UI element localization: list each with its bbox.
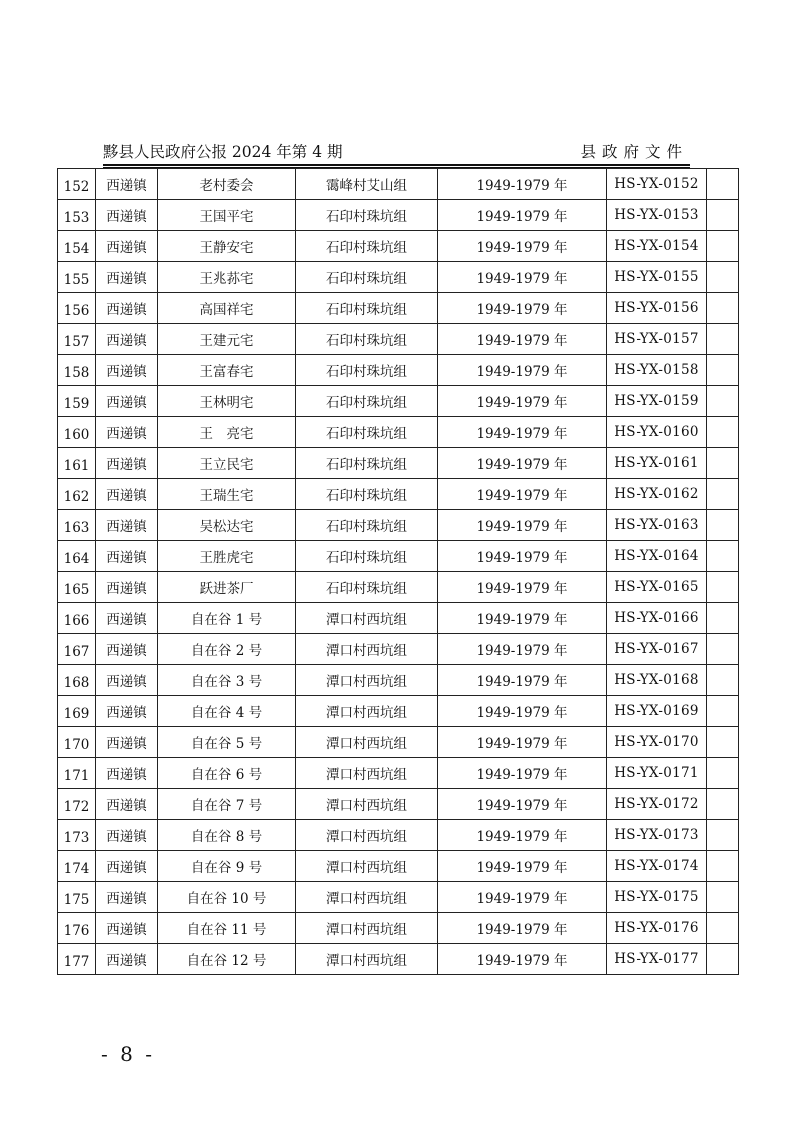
period-cell: 1949-1979 年 bbox=[438, 479, 607, 510]
location-cell: 石印村珠坑组 bbox=[296, 417, 438, 448]
table-row bbox=[58, 417, 739, 448]
note-cell bbox=[707, 665, 739, 696]
location-cell: 石印村珠坑组 bbox=[296, 200, 438, 231]
period-cell: 1949-1979 年 bbox=[438, 696, 607, 727]
site-name-cell: 自在谷 5 号 bbox=[158, 727, 296, 758]
table-body bbox=[58, 169, 739, 975]
location-cell: 潭口村西坑组 bbox=[296, 820, 438, 851]
town-cell: 西递镇 bbox=[96, 820, 158, 851]
location-cell: 潭口村西坑组 bbox=[296, 851, 438, 882]
code-cell: HS-YX-0159 bbox=[607, 386, 707, 417]
code-cell: HS-YX-0176 bbox=[607, 913, 707, 944]
code-cell: HS-YX-0170 bbox=[607, 727, 707, 758]
note-cell bbox=[707, 696, 739, 727]
town-cell: 西递镇 bbox=[96, 293, 158, 324]
site-name-cell: 王国平宅 bbox=[158, 200, 296, 231]
row-number: 166 bbox=[58, 603, 96, 634]
location-cell: 石印村珠坑组 bbox=[296, 231, 438, 262]
period-cell: 1949-1979 年 bbox=[438, 262, 607, 293]
table-row bbox=[58, 851, 739, 882]
row-number: 170 bbox=[58, 727, 96, 758]
table-row bbox=[58, 386, 739, 417]
location-cell: 石印村珠坑组 bbox=[296, 479, 438, 510]
row-number: 162 bbox=[58, 479, 96, 510]
location-cell: 潭口村西坑组 bbox=[296, 665, 438, 696]
town-cell: 西递镇 bbox=[96, 882, 158, 913]
code-cell: HS-YX-0155 bbox=[607, 262, 707, 293]
table-row bbox=[58, 820, 739, 851]
site-name-cell: 跃进茶厂 bbox=[158, 572, 296, 603]
period-cell: 1949-1979 年 bbox=[438, 789, 607, 820]
table-row bbox=[58, 665, 739, 696]
location-cell: 石印村珠坑组 bbox=[296, 510, 438, 541]
row-number: 165 bbox=[58, 572, 96, 603]
note-cell bbox=[707, 851, 739, 882]
location-cell: 潭口村西坑组 bbox=[296, 944, 438, 975]
site-name-cell: 王胜虎宅 bbox=[158, 541, 296, 572]
location-cell: 石印村珠坑组 bbox=[296, 386, 438, 417]
table-row bbox=[58, 541, 739, 572]
table-row bbox=[58, 200, 739, 231]
table-row bbox=[58, 262, 739, 293]
code-cell: HS-YX-0154 bbox=[607, 231, 707, 262]
site-name-cell: 王兆荪宅 bbox=[158, 262, 296, 293]
town-cell: 西递镇 bbox=[96, 851, 158, 882]
row-number: 154 bbox=[58, 231, 96, 262]
table-row bbox=[58, 882, 739, 913]
row-number: 177 bbox=[58, 944, 96, 975]
table-row bbox=[58, 789, 739, 820]
row-number: 176 bbox=[58, 913, 96, 944]
period-cell: 1949-1979 年 bbox=[438, 386, 607, 417]
row-number: 164 bbox=[58, 541, 96, 572]
site-name-cell: 吴松达宅 bbox=[158, 510, 296, 541]
page-number: - 8 - bbox=[101, 1042, 155, 1066]
period-cell: 1949-1979 年 bbox=[438, 448, 607, 479]
note-cell bbox=[707, 386, 739, 417]
code-cell: HS-YX-0156 bbox=[607, 293, 707, 324]
table-row bbox=[58, 944, 739, 975]
note-cell bbox=[707, 634, 739, 665]
town-cell: 西递镇 bbox=[96, 169, 158, 200]
site-name-cell: 自在谷 1 号 bbox=[158, 603, 296, 634]
code-cell: HS-YX-0167 bbox=[607, 634, 707, 665]
code-cell: HS-YX-0152 bbox=[607, 169, 707, 200]
location-cell: 石印村珠坑组 bbox=[296, 448, 438, 479]
row-number: 171 bbox=[58, 758, 96, 789]
row-number: 173 bbox=[58, 820, 96, 851]
town-cell: 西递镇 bbox=[96, 727, 158, 758]
site-name-cell: 自在谷 6 号 bbox=[158, 758, 296, 789]
row-number: 159 bbox=[58, 386, 96, 417]
code-cell: HS-YX-0173 bbox=[607, 820, 707, 851]
town-cell: 西递镇 bbox=[96, 789, 158, 820]
location-cell: 潭口村西坑组 bbox=[296, 758, 438, 789]
town-cell: 西递镇 bbox=[96, 758, 158, 789]
note-cell bbox=[707, 789, 739, 820]
table-row bbox=[58, 510, 739, 541]
note-cell bbox=[707, 479, 739, 510]
period-cell: 1949-1979 年 bbox=[438, 572, 607, 603]
row-number: 153 bbox=[58, 200, 96, 231]
note-cell bbox=[707, 603, 739, 634]
period-cell: 1949-1979 年 bbox=[438, 665, 607, 696]
row-number: 163 bbox=[58, 510, 96, 541]
note-cell bbox=[707, 820, 739, 851]
code-cell: HS-YX-0161 bbox=[607, 448, 707, 479]
table-row bbox=[58, 696, 739, 727]
period-cell: 1949-1979 年 bbox=[438, 355, 607, 386]
note-cell bbox=[707, 727, 739, 758]
site-name-cell: 王立民宅 bbox=[158, 448, 296, 479]
site-name-cell: 自在谷 7 号 bbox=[158, 789, 296, 820]
note-cell bbox=[707, 231, 739, 262]
note-cell bbox=[707, 758, 739, 789]
note-cell bbox=[707, 448, 739, 479]
town-cell: 西递镇 bbox=[96, 541, 158, 572]
town-cell: 西递镇 bbox=[96, 262, 158, 293]
period-cell: 1949-1979 年 bbox=[438, 603, 607, 634]
note-cell bbox=[707, 293, 739, 324]
code-cell: HS-YX-0175 bbox=[607, 882, 707, 913]
period-cell: 1949-1979 年 bbox=[438, 913, 607, 944]
location-cell: 石印村珠坑组 bbox=[296, 293, 438, 324]
note-cell bbox=[707, 510, 739, 541]
code-cell: HS-YX-0168 bbox=[607, 665, 707, 696]
town-cell: 西递镇 bbox=[96, 231, 158, 262]
code-cell: HS-YX-0163 bbox=[607, 510, 707, 541]
period-cell: 1949-1979 年 bbox=[438, 882, 607, 913]
period-cell: 1949-1979 年 bbox=[438, 510, 607, 541]
site-name-cell: 王瑞生宅 bbox=[158, 479, 296, 510]
row-number: 167 bbox=[58, 634, 96, 665]
code-cell: HS-YX-0172 bbox=[607, 789, 707, 820]
location-cell: 石印村珠坑组 bbox=[296, 355, 438, 386]
note-cell bbox=[707, 262, 739, 293]
period-cell: 1949-1979 年 bbox=[438, 541, 607, 572]
page-header bbox=[103, 141, 690, 163]
heritage-records-table bbox=[57, 168, 739, 975]
site-name-cell: 王富春宅 bbox=[158, 355, 296, 386]
town-cell: 西递镇 bbox=[96, 200, 158, 231]
period-cell: 1949-1979 年 bbox=[438, 851, 607, 882]
site-name-cell: 自在谷 12 号 bbox=[158, 944, 296, 975]
location-cell: 潭口村西坑组 bbox=[296, 789, 438, 820]
note-cell bbox=[707, 944, 739, 975]
location-cell: 潭口村西坑组 bbox=[296, 634, 438, 665]
site-name-cell: 王静安宅 bbox=[158, 231, 296, 262]
period-cell: 1949-1979 年 bbox=[438, 634, 607, 665]
location-cell: 潭口村西坑组 bbox=[296, 727, 438, 758]
site-name-cell: 自在谷 4 号 bbox=[158, 696, 296, 727]
code-cell: HS-YX-0162 bbox=[607, 479, 707, 510]
code-cell: HS-YX-0164 bbox=[607, 541, 707, 572]
town-cell: 西递镇 bbox=[96, 913, 158, 944]
period-cell: 1949-1979 年 bbox=[438, 758, 607, 789]
location-cell: 石印村珠坑组 bbox=[296, 572, 438, 603]
code-cell: HS-YX-0165 bbox=[607, 572, 707, 603]
location-cell: 石印村珠坑组 bbox=[296, 541, 438, 572]
row-number: 161 bbox=[58, 448, 96, 479]
note-cell bbox=[707, 572, 739, 603]
table-row bbox=[58, 572, 739, 603]
period-cell: 1949-1979 年 bbox=[438, 231, 607, 262]
code-cell: HS-YX-0174 bbox=[607, 851, 707, 882]
site-name-cell: 自在谷 3 号 bbox=[158, 665, 296, 696]
note-cell bbox=[707, 169, 739, 200]
note-cell bbox=[707, 355, 739, 386]
site-name-cell: 老村委会 bbox=[158, 169, 296, 200]
site-name-cell: 自在谷 10 号 bbox=[158, 882, 296, 913]
code-cell: HS-YX-0166 bbox=[607, 603, 707, 634]
town-cell: 西递镇 bbox=[96, 944, 158, 975]
town-cell: 西递镇 bbox=[96, 665, 158, 696]
row-number: 169 bbox=[58, 696, 96, 727]
town-cell: 西递镇 bbox=[96, 603, 158, 634]
code-cell: HS-YX-0177 bbox=[607, 944, 707, 975]
town-cell: 西递镇 bbox=[96, 510, 158, 541]
row-number: 158 bbox=[58, 355, 96, 386]
location-cell: 潭口村西坑组 bbox=[296, 603, 438, 634]
row-number: 175 bbox=[58, 882, 96, 913]
table-row bbox=[58, 758, 739, 789]
bulletin-title: 黟县人民政府公报 2024 年第 4 期 bbox=[103, 143, 343, 161]
row-number: 157 bbox=[58, 324, 96, 355]
period-cell: 1949-1979 年 bbox=[438, 820, 607, 851]
site-name-cell: 自在谷 2 号 bbox=[158, 634, 296, 665]
note-cell bbox=[707, 324, 739, 355]
site-name-cell: 自在谷 8 号 bbox=[158, 820, 296, 851]
row-number: 156 bbox=[58, 293, 96, 324]
table-row bbox=[58, 603, 739, 634]
code-cell: HS-YX-0157 bbox=[607, 324, 707, 355]
site-name-cell: 自在谷 9 号 bbox=[158, 851, 296, 882]
location-cell: 石印村珠坑组 bbox=[296, 262, 438, 293]
town-cell: 西递镇 bbox=[96, 572, 158, 603]
period-cell: 1949-1979 年 bbox=[438, 324, 607, 355]
code-cell: HS-YX-0160 bbox=[607, 417, 707, 448]
code-cell: HS-YX-0171 bbox=[607, 758, 707, 789]
town-cell: 西递镇 bbox=[96, 355, 158, 386]
row-number: 160 bbox=[58, 417, 96, 448]
town-cell: 西递镇 bbox=[96, 696, 158, 727]
period-cell: 1949-1979 年 bbox=[438, 200, 607, 231]
location-cell: 霭峰村艾山组 bbox=[296, 169, 438, 200]
table-row bbox=[58, 634, 739, 665]
location-cell: 石印村珠坑组 bbox=[296, 324, 438, 355]
row-number: 155 bbox=[58, 262, 96, 293]
table-row bbox=[58, 355, 739, 386]
town-cell: 西递镇 bbox=[96, 324, 158, 355]
row-number: 168 bbox=[58, 665, 96, 696]
table-row bbox=[58, 448, 739, 479]
note-cell bbox=[707, 913, 739, 944]
location-cell: 潭口村西坑组 bbox=[296, 696, 438, 727]
town-cell: 西递镇 bbox=[96, 386, 158, 417]
site-name-cell: 王 亮宅 bbox=[158, 417, 296, 448]
period-cell: 1949-1979 年 bbox=[438, 169, 607, 200]
town-cell: 西递镇 bbox=[96, 479, 158, 510]
site-name-cell: 王建元宅 bbox=[158, 324, 296, 355]
location-cell: 潭口村西坑组 bbox=[296, 882, 438, 913]
period-cell: 1949-1979 年 bbox=[438, 417, 607, 448]
table-row bbox=[58, 913, 739, 944]
table-row bbox=[58, 727, 739, 758]
site-name-cell: 自在谷 11 号 bbox=[158, 913, 296, 944]
section-label: 县政府文件 bbox=[580, 143, 688, 161]
site-name-cell: 高国祥宅 bbox=[158, 293, 296, 324]
header-rule-thick bbox=[103, 164, 690, 166]
note-cell bbox=[707, 200, 739, 231]
period-cell: 1949-1979 年 bbox=[438, 727, 607, 758]
table-row bbox=[58, 231, 739, 262]
town-cell: 西递镇 bbox=[96, 634, 158, 665]
code-cell: HS-YX-0153 bbox=[607, 200, 707, 231]
site-name-cell: 王林明宅 bbox=[158, 386, 296, 417]
note-cell bbox=[707, 541, 739, 572]
table-row bbox=[58, 324, 739, 355]
town-cell: 西递镇 bbox=[96, 448, 158, 479]
table-row bbox=[58, 293, 739, 324]
row-number: 172 bbox=[58, 789, 96, 820]
note-cell bbox=[707, 417, 739, 448]
row-number: 174 bbox=[58, 851, 96, 882]
location-cell: 潭口村西坑组 bbox=[296, 913, 438, 944]
period-cell: 1949-1979 年 bbox=[438, 293, 607, 324]
period-cell: 1949-1979 年 bbox=[438, 944, 607, 975]
code-cell: HS-YX-0158 bbox=[607, 355, 707, 386]
note-cell bbox=[707, 882, 739, 913]
town-cell: 西递镇 bbox=[96, 417, 158, 448]
table-row bbox=[58, 169, 739, 200]
table-row bbox=[58, 479, 739, 510]
row-number: 152 bbox=[58, 169, 96, 200]
code-cell: HS-YX-0169 bbox=[607, 696, 707, 727]
